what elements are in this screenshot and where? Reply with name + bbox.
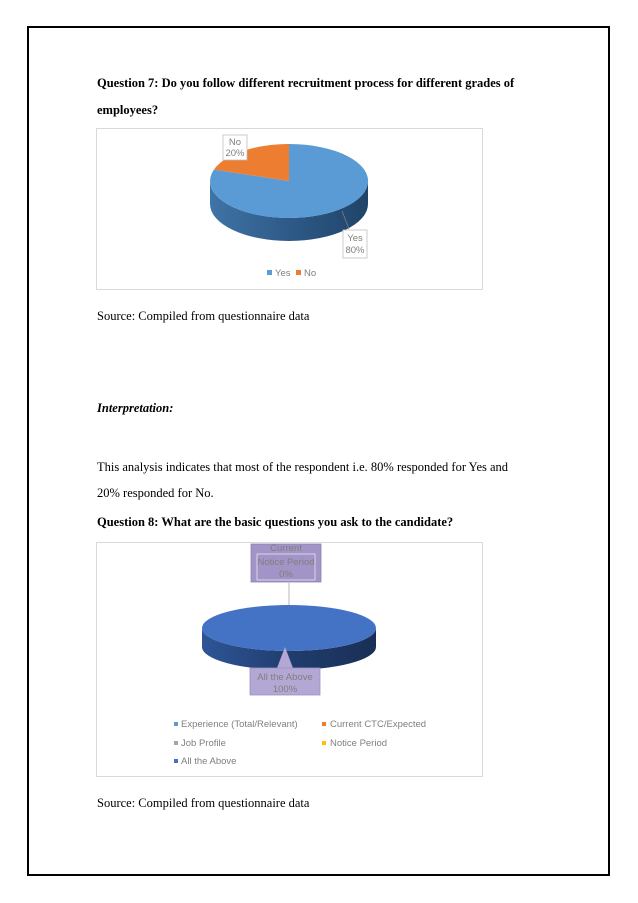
q8-label-current: Current [270,543,302,554]
interpretation-heading: Interpretation: [97,401,174,415]
q7-label-yes-value: 80% [345,245,365,256]
q8-label-all-name: All the Above [257,672,313,683]
interpretation-line2: 20% responded for No. [97,486,214,500]
q7-pie-svg [97,129,482,289]
q8-legend-all: All the Above [181,756,237,767]
q7-legend-no: No [304,268,317,279]
q7-legend-yes: Yes [275,268,291,279]
q8-legend-experience: Experience (Total/Relevant) [181,719,298,730]
question-7-title [97,70,537,124]
q8-legend-experience-swatch [174,722,178,726]
interpretation-text [97,454,508,506]
q8-slice-all-the-above [202,605,376,651]
interpretation-line1: This analysis indicates that most of the respondent i.e. 80% responded for Yes and [97,460,509,474]
q7-legend-no-swatch [296,270,301,275]
q8-legend-notice: Notice Period [330,738,388,749]
question-8-title: Question 8: What are the basic questions you ask to the candidate? [97,515,454,529]
q8-legend-notice-swatch [322,741,326,745]
q8-legend-job: Job Profile [181,738,226,749]
q7-label-yes-name: Yes [347,233,363,244]
q8-legend-job-swatch [174,741,178,745]
q7-source: Source: Compiled from questionnaire data [97,309,310,323]
q8-label-all-value: 100% [272,684,298,695]
q8-label-notice-value: 0% [279,569,293,580]
question-7-title-line1: Question 7: Do you follow different recruitment process for different grades of [97,76,515,90]
q8-legend-ctc: Current CTC/Expected [330,719,427,730]
question-7-title-line2: employees? [97,103,159,117]
q8-label-notice-name: Notice Period [257,557,315,568]
q8-legend-all-swatch [174,759,178,763]
q8-source: Source: Compiled from questionnaire data [97,796,310,810]
q8-pie-chart [96,542,483,777]
q7-label-no-value: 20% [225,148,245,159]
q7-label-no-name: No [228,137,242,148]
q8-pie-svg [97,543,482,776]
q8-legend-ctc-swatch [322,722,326,726]
q7-legend-yes-swatch [267,270,272,275]
q7-pie-chart [96,128,483,290]
